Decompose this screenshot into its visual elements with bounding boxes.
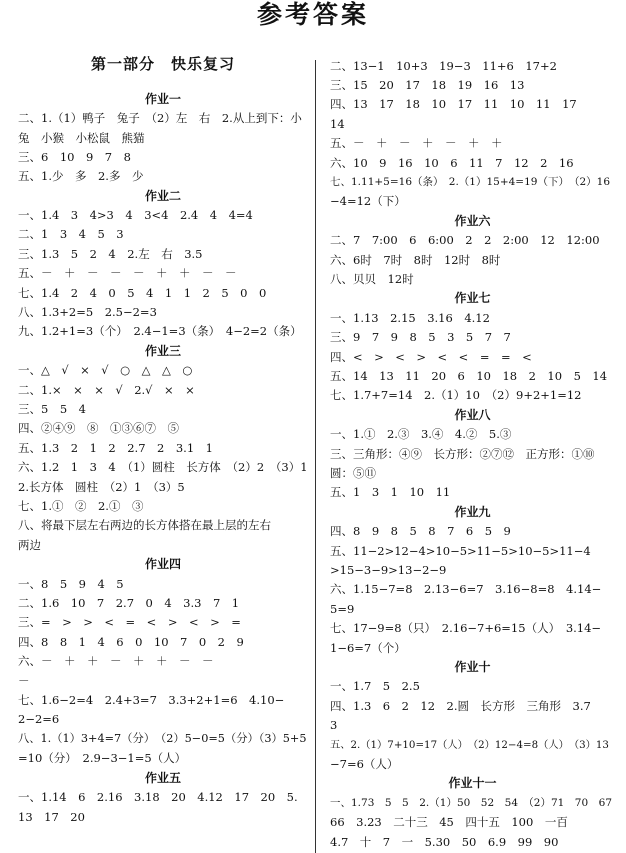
answer-line: 五、2.（1）7+10=17（人） （2）12−4=8（人） （3）13 [330,739,609,751]
answer-line: 14 [330,117,345,131]
answer-line: 八、将最下层左右两边的长方体搭在最上层的左右 [18,518,271,532]
answer-line: 五、－ ＋ － － － ＋ ＋ － － [18,266,237,280]
answer-line: 3 [330,718,338,732]
answer-line: 五、14 13 11 20 6 10 18 2 10 5 14 [330,369,608,383]
answer-line: － [18,674,30,688]
answer-line: 六、－ ＋ ＋ － ＋ ＋ － － [18,654,214,668]
answer-line: 九、1.2+1=3（个） 2.4−1=3（条） 4−2=2（条） [18,324,302,338]
answer-line: 2.长方体 圆柱 （2）1 （3）5 [18,480,185,494]
answer-line: 二、1.× × × √ 2.√ × × [18,383,195,397]
answer-line: 七、1.4 2 4 0 5 4 1 1 2 5 0 0 [18,286,267,300]
answer-line: 三、= > > < = < > < > = [18,615,241,629]
answer-line: 八、贝贝 12时 [330,272,414,286]
answer-line: −4=12（下） [330,194,406,208]
section-heading: 作业四 [144,557,181,571]
section-heading: 作业九 [454,505,491,519]
answer-line: 五、1 3 1 10 11 [330,485,451,499]
answer-line: 四、8 8 1 4 6 0 10 7 0 2 9 [18,635,244,649]
answer-line: 13 17 20 [18,810,85,824]
answer-line: 66 3.23 二十三 45 四十五 100 一百 [330,815,568,829]
answer-line: >15−3−9>13−2−9 [330,563,447,577]
answer-line: 四、8 9 8 5 8 7 6 5 9 [330,524,511,538]
answer-line: 二、7 7:00 6 6:00 2 2 2:00 12 12:00 [330,233,600,247]
answer-line: 二、1.（1）鸭子 兔子 （2）左 右 2.从上到下：小 [18,111,302,125]
section-heading: 作业七 [454,291,491,305]
answer-line: 五、11−2>12−4>10−5>11−5>10−5>11−4 [330,544,591,558]
answer-line: 六、1.2 1 3 4 （1）圆柱 长方体 （2）2 （3）1 [18,460,308,474]
part-title: 第一部分 快乐复习 [90,55,235,73]
answer-line: 一、1.73 5 5 2.（1）50 52 54 （2）71 70 67 [330,797,613,809]
answer-line: 三、1.3 5 2 4 2.左 右 3.5 [18,247,203,261]
answer-line: 三、6 10 9 7 8 [18,150,131,164]
column-divider [315,60,316,853]
answer-line: 二、1 3 4 5 3 [18,227,124,241]
answer-line: 一、△ √ × √ ○ △ △ ○ [18,363,193,377]
answer-line: 一、1.13 2.15 3.16 4.12 [330,311,490,325]
answer-line: 四、< > < > < < = = < [330,350,532,364]
answer-line: 八、1.3+2=5 2.5−2=3 [18,305,157,319]
answer-line: 七、1.7+7=14 2.（1）10 （2）9+2+1=12 [330,388,582,402]
answer-line: 一、1.7 5 2.5 [330,679,420,693]
section-heading: 作业十一 [448,776,497,790]
answer-line: =10（分） 2.9−3−1=5（人） [18,751,187,765]
answer-line: 七、1.6−2=4 2.4+3=7 3.3+2+1=6 4.10− [18,693,285,707]
section-heading: 作业一 [144,92,181,106]
section-heading: 作业三 [144,344,181,358]
section-heading: 作业二 [144,189,181,203]
answer-line: 两边 [18,538,41,552]
section-heading: 作业八 [454,408,491,422]
answer-line: 四、1.3 6 2 12 2.圆 长方形 三角形 3.7 [330,699,591,713]
answer-line: 八、1.（1）3+4=7（分） （2）5−0=5（分）（3）5+5 [18,732,307,745]
answer-line: 七、1.11+5=16（条） 2.（1）15+4=19（下） （2）16 [330,176,611,188]
answer-line: 4.7 十 7 一 5.30 50 6.9 99 90 [330,835,559,849]
answer-line: −7=6（人） [330,757,399,771]
answer-line: 一、1.① 2.③ 3.④ 4.② 5.③ [330,427,512,441]
answer-line: 二、1.6 10 7 2.7 0 4 3.3 7 1 [18,596,240,610]
answer-line: 三、9 7 9 8 5 3 5 7 7 [330,330,511,344]
page-title: 参考答案 [256,0,369,29]
answer-line: 2−2=6 [18,712,60,726]
answer-line: 四、②④⑨ ⑧ ①③⑥⑦ ⑤ [18,421,179,435]
answer-line: 三、15 20 17 18 19 16 13 [330,78,525,92]
answer-line: 五、1.少 多 2.多 少 [18,169,144,183]
answer-line: 六、1.15−7=8 2.13−6=7 3.16−8=8 4.14− [330,582,602,596]
answer-line: 一、1.4 3 4>3 4 3<4 2.4 4 4=4 [18,208,253,222]
answer-line: 1−6=7（个） [330,641,406,655]
answer-line: 圆：⑤⑪ [330,466,376,480]
answer-line: 二、13−1 10+3 19−3 11+6 17+2 [330,59,557,73]
answer-line: 一、8 5 9 4 5 [18,577,124,591]
section-heading: 作业六 [454,214,491,228]
answer-line: 5=9 [330,602,355,616]
answer-line: 四、13 17 18 10 17 11 10 11 17 [330,97,577,111]
answer-line: 六、10 9 16 10 6 11 7 12 2 16 [330,156,574,170]
answer-line: 六、6时 7时 8时 12时 8时 [330,253,501,267]
answer-line: 五、1.3 2 1 2 2.7 2 3.1 1 [18,441,213,455]
answer-line: 兔 小猴 小松鼠 熊猫 [18,131,145,145]
section-heading: 作业五 [144,771,181,785]
answer-line: 七、1.① ② 2.① ③ [18,499,144,513]
answer-line: 七、17−9=8（只） 2.16−7+6=15（人） 3.14− [330,621,602,635]
answer-line: 一、1.14 6 2.16 3.18 20 4.12 17 20 5. [18,790,298,804]
section-heading: 作业十 [454,660,491,674]
answer-line: 三、5 5 4 [18,402,86,416]
answer-line: 五、－ ＋ － ＋ － ＋ ＋ [330,136,503,150]
answer-line: 三、三角形：④⑨ 长方形：②⑦⑫ 正方形：①⑩ [330,447,595,461]
